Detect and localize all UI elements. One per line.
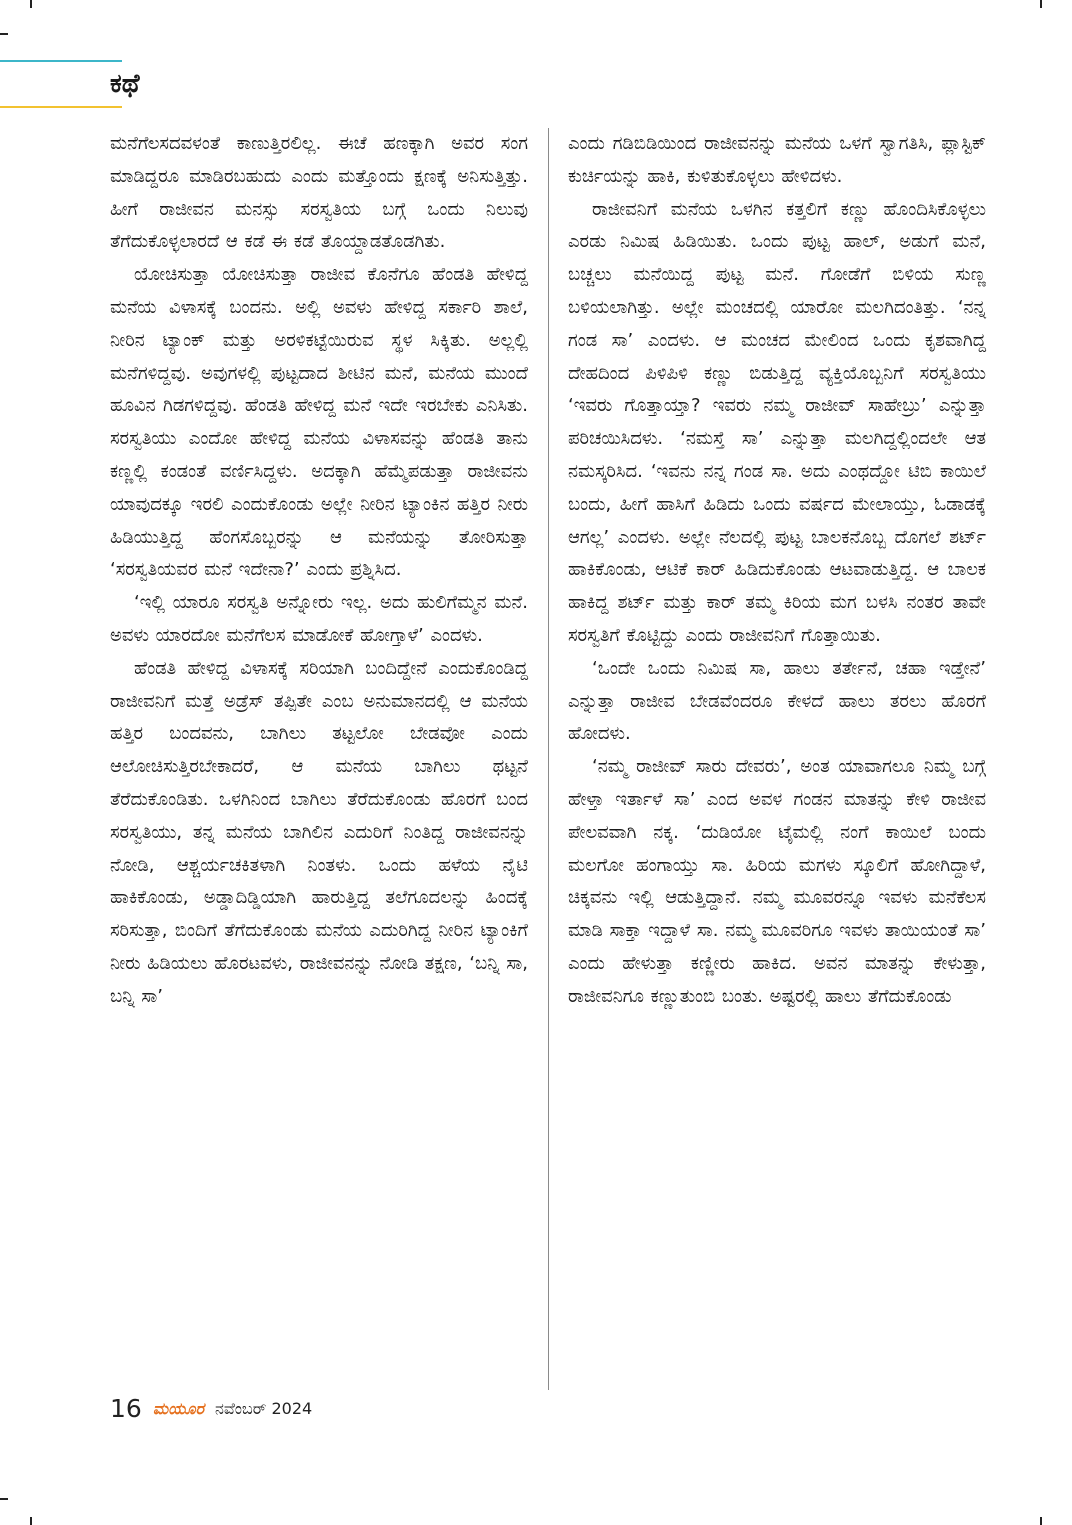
article-paragraph: ಎಂದು ಗಡಿಬಿಡಿಯಿಂದ ರಾಜೀವನನ್ನು ಮನೆಯ ಒಳಗೆ ಸ್ವಾಗತಿಸಿ, ಪ್ಲಾಸ್ಟಿಕ್ ಕುರ್ಚಿಯನ್ನು ಹಾಕಿ, ಕುಳಿತುಕೊಳ್ಳಲು ಹೇಳಿದಳು. — [568, 133, 986, 187]
magazine-logo: ಮಯೂರ — [152, 1398, 204, 1418]
crop-mark-bottom-left-side — [0, 1498, 8, 1500]
crop-mark-bottom-left — [30, 1517, 32, 1525]
issue-date: ನವೆಂಬರ್ 2024 — [215, 1398, 313, 1418]
header-accent-rule-bottom — [0, 106, 122, 108]
article-paragraph: ‘ನಮ್ಮ ರಾಜೀವ್ ಸಾರು ದೇವರು’, ಅಂತ ಯಾವಾಗಲೂ ನಿಮ್ಮ ಬಗ್ಗೆ ಹೇಳ್ತಾ ಇರ್ತಾಳೆ ಸಾ’ ಎಂದ ಅವಳ ಗಂಡನ ಮಾತನ್ನು ಕೇಳಿ ರಾಜೀವ ಪೇಲವವಾಗಿ ನಕ್ಕ. ‘ದುಡಿಯೋ ಟೈಮಲ್ಲಿ ನಂಗೆ ಕಾಯಿಲೆ ಬಂದು ಮಲಗೋ ಹಂಗಾಯ್ತು ಸಾ. ಹಿರಿಯ ಮಗಳು ಸ್ಕೂಲಿಗೆ ಹೋಗಿದ್ದಾಳೆ, ಚಿಕ್ಕವನು ಇಲ್ಲಿ ಆಡುತ್ತಿದ್ದಾನೆ. ನಮ್ಮ ಮೂವರನ್ನೂ ಇವಳು ಮನೆಕೆಲಸ ಮಾಡಿ ಸಾಕ್ತಾ ಇದ್ದಾಳೆ ಸಾ. ನಮ್ಮ ಮೂವರಿಗೂ ಇವಳು ತಾಯಿಯಂತೆ ಸಾ’ ಎಂದು ಹೇಳುತ್ತಾ ಕಣ್ಣೀರು ಹಾಕಿದ. ಅವನ ಮಾತನ್ನು ಕೇಳುತ್ತಾ, ರಾಜೀವನಿಗೂ ಕಣ್ಣುತುಂಬಿ ಬಂತು. ಅಷ್ಟರಲ್ಲಿ ಹಾಲು ತೆಗೆದುಕೊಂಡು — [568, 756, 986, 1007]
article-paragraph: ‘ಇಲ್ಲಿ ಯಾರೂ ಸರಸ್ವತಿ ಅನ್ನೋರು ಇಲ್ಲ. ಅದು ಹುಲಿಗೆಮ್ಮನ ಮನೆ. ಅವಳು ಯಾರದೋ ಮನೆಗೆಲಸ ಮಾಡೋಕೆ ಹೋಗ್ತಾಳೆ’ ಎಂದಳು. — [110, 592, 528, 646]
section-title: ಕಥೆ — [110, 69, 140, 99]
article-paragraph: ‘ಒಂದೇ ಒಂದು ನಿಮಿಷ ಸಾ, ಹಾಲು ತರ್ತೇನೆ, ಚಹಾ ಇಡ್ತೇನೆ’ ಎನ್ನುತ್ತಾ ರಾಜೀವ ಬೇಡವೆಂದರೂ ಕೇಳದೆ ಹಾಲು ತರಲು ಹೊರಗೆ ಹೋದಳು. — [568, 657, 986, 745]
crop-mark-top-left-side — [0, 33, 8, 35]
header-accent-rule-top — [0, 60, 122, 62]
article-paragraph: ಯೋಚಿಸುತ್ತಾ ಯೋಚಿಸುತ್ತಾ ರಾಜೀವ ಕೊನೆಗೂ ಹೆಂಡತಿ ಹೇಳಿದ್ದ ಮನೆಯ ವಿಳಾಸಕ್ಕೆ ಬಂದನು. ಅಲ್ಲಿ ಅವಳು ಹೇಳಿದ್ದ ಸರ್ಕಾರಿ ಶಾಲೆ, ನೀರಿನ ಟ್ಯಾಂಕ್ ಮತ್ತು ಅರಳಿಕಟ್ಟೆಯಿರುವ ಸ್ಥಳ ಸಿಕ್ಕಿತು. ಅಲ್ಲಲ್ಲಿ ಮನೆಗಳಿದ್ದವು. ಅವುಗಳಲ್ಲಿ ಪುಟ್ಟದಾದ ಶೀಟಿನ ಮನೆ, ಮನೆಯ ಮುಂದೆ ಹೂವಿನ ಗಿಡಗಳಿದ್ದವು. ಹೆಂಡತಿ ಹೇಳಿದ್ದ ಮನೆ ಇದೇ ಇರಬೇಕು ಎನಿಸಿತು. ಸರಸ್ವತಿಯು ಎಂದೋ ಹೇಳಿದ್ದ ಮನೆಯ ವಿಳಾಸವನ್ನು ಹೆಂಡತಿ ತಾನು ಕಣ್ಣಲ್ಲಿ ಕಂಡಂತೆ ವರ್ಣಿಸಿದ್ದಳು. ಅದಕ್ಕಾಗಿ ಹೆಮ್ಮೆಪಡುತ್ತಾ ರಾಜೀವನು ಯಾವುದಕ್ಕೂ ಇರಲಿ ಎಂದುಕೊಂಡು ಅಲ್ಲೇ ನೀರಿನ ಟ್ಯಾಂಕಿನ ಹತ್ತಿರ ನೀರು ಹಿಡಿಯುತ್ತಿದ್ದ ಹೆಂಗಸೊಬ್ಬರನ್ನು ಆ ಮನೆಯನ್ನು ತೋರಿಸುತ್ತಾ ‘ಸರಸ್ವತಿಯವರ ಮನೆ ಇದೇನಾ?’ ಎಂದು ಪ್ರಶ್ನಿಸಿದ. — [110, 264, 528, 581]
article-paragraph: ಮನೆಗೆಲಸದವಳಂತೆ ಕಾಣುತ್ತಿರಲಿಲ್ಲ. ಈಚೆ ಹಣಕ್ಕಾಗಿ ಅವರ ಸಂಗ ಮಾಡಿದ್ದರೂ ಮಾಡಿರಬಹುದು ಎಂದು ಮತ್ತೊಂದು ಕ್ಷಣಕ್ಕೆ ಅನಿಸುತ್ತಿತ್ತು. ಹೀಗೆ ರಾಜೀವನ ಮನಸ್ಸು ಸರಸ್ವತಿಯ ಬಗ್ಗೆ ಒಂದು ನಿಲುವು ತೆಗೆದುಕೊಳ್ಳಲಾರದೆ ಆ ಕಡೆ ಈ ಕಡೆ ತೊಯ್ದಾಡತೊಡಗಿತು. — [110, 133, 528, 253]
page-footer — [110, 1394, 312, 1428]
article-paragraph: ಹೆಂಡತಿ ಹೇಳಿದ್ದ ವಿಳಾಸಕ್ಕೆ ಸರಿಯಾಗಿ ಬಂದಿದ್ದೇನೆ ಎಂದುಕೊಂಡಿದ್ದ ರಾಜೀವನಿಗೆ ಮತ್ತೆ ಅಡ್ರೆಸ್ ತಪ್ಪಿತೇ ಎಂಬ ಅನುಮಾನದಲ್ಲಿ ಆ ಮನೆಯ ಹತ್ತಿರ ಬಂದವನು, ಬಾಗಿಲು ತಟ್ಟಲೋ ಬೇಡವೋ ಎಂದು ಆಲೋಚಿಸುತ್ತಿರಬೇಕಾದರೆ, ಆ ಮನೆಯ ಬಾಗಿಲು ಥಟ್ಟನೆ ತೆರೆದುಕೊಂಡಿತು. ಒಳಗಿನಿಂದ ಬಾಗಿಲು ತೆರೆದುಕೊಂಡು ಹೊರಗೆ ಬಂದ ಸರಸ್ವತಿಯು, ತನ್ನ ಮನೆಯ ಬಾಗಿಲಿನ ಎದುರಿಗೆ ನಿಂತಿದ್ದ ರಾಜೀವನನ್ನು ನೋಡಿ, ಆಶ್ಚರ್ಯಚಕಿತಳಾಗಿ ನಿಂತಳು. ಒಂದು ಹಳೆಯ ನೈಟಿ ಹಾಕಿಕೊಂಡು, ಅಡ್ಡಾದಿಡ್ಡಿಯಾಗಿ ಹಾರುತ್ತಿದ್ದ ತಲೆಗೂದಲನ್ನು ಹಿಂದಕ್ಕೆ ಸರಿಸುತ್ತಾ, ಬಿಂದಿಗೆ ತೆಗೆದುಕೊಂಡು ಮನೆಯ ಎದುರಿಗಿದ್ದ ನೀರಿನ ಟ್ಯಾಂಕಿಗೆ ನೀರು ಹಿಡಿಯಲು ಹೊರಟವಳು, ರಾಜೀವನನ್ನು ನೋಡಿ ತಕ್ಷಣ, ‘ಬನ್ನಿ ಸಾ, ಬನ್ನಿ ಸಾ’ — [110, 657, 528, 1007]
crop-mark-top-left — [30, 0, 32, 8]
page-number: 16 — [110, 1394, 142, 1423]
crop-mark-bottom-right — [1040, 1517, 1042, 1525]
article-column-right — [568, 128, 986, 1014]
article-column-left — [110, 128, 528, 1014]
column-divider — [548, 128, 549, 1390]
article-paragraph: ರಾಜೀವನಿಗೆ ಮನೆಯ ಒಳಗಿನ ಕತ್ತಲಿಗೆ ಕಣ್ಣು ಹೊಂದಿಸಿಕೊಳ್ಳಲು ಎರಡು ನಿಮಿಷ ಹಿಡಿಯಿತು. ಒಂದು ಪುಟ್ಟ ಹಾಲ್, ಅಡುಗೆ ಮನೆ, ಬಚ್ಚಲು ಮನೆಯಿದ್ದ ಪುಟ್ಟ ಮನೆ. ಗೋಡೆಗೆ ಬಿಳಿಯ ಸುಣ್ಣ ಬಳಿಯಲಾಗಿತ್ತು. ಅಲ್ಲೇ ಮಂಚದಲ್ಲಿ ಯಾರೋ ಮಲಗಿದಂತಿತ್ತು. ‘ನನ್ನ ಗಂಡ ಸಾ’ ಎಂದಳು. ಆ ಮಂಚದ ಮೇಲಿಂದ ಒಂದು ಕೃಶವಾಗಿದ್ದ ದೇಹದಿಂದ ಪಿಳಿಪಿಳಿ ಕಣ್ಣು ಬಿಡುತ್ತಿದ್ದ ವ್ಯಕ್ತಿಯೊಬ್ಬನಿಗೆ ಸರಸ್ವತಿಯು ‘ಇವರು ಗೊತ್ತಾಯ್ತಾ? ಇವರು ನಮ್ಮ ರಾಜೀವ್ ಸಾಹೇಬ್ರು’ ಎನ್ನುತ್ತಾ ಪರಿಚಯಿಸಿದಳು. ‘ನಮಸ್ತೆ ಸಾ’ ಎನ್ನುತ್ತಾ ಮಲಗಿದ್ದಲ್ಲಿಂದಲೇ ಆತ ನಮಸ್ಕರಿಸಿದ. ‘ಇವನು ನನ್ನ ಗಂಡ ಸಾ. ಅದು ಎಂಥದ್ದೋ ಟಿಬಿ ಕಾಯಿಲೆ ಬಂದು, ಹೀಗೆ ಹಾಸಿಗೆ ಹಿಡಿದು ಒಂದು ವರ್ಷದ ಮೇಲಾಯ್ತು, ಓಡಾಡಕ್ಕೆ ಆಗಲ್ಲ’ ಎಂದಳು. ಅಲ್ಲೇ ನೆಲದಲ್ಲಿ ಪುಟ್ಟ ಬಾಲಕನೊಬ್ಬ ದೊಗಲೆ ಶರ್ಟ್ ಹಾಕಿಕೊಂಡು, ಆಟಿಕೆ ಕಾರ್ ಹಿಡಿದುಕೊಂಡು ಆಟವಾಡುತ್ತಿದ್ದ. ಆ ಬಾಲಕ ಹಾಕಿದ್ದ ಶರ್ಟ್ ಮತ್ತು ಕಾರ್ ತಮ್ಮ ಕಿರಿಯ ಮಗ ಬಳಸಿ ನಂತರ ತಾವೇ ಸರಸ್ವತಿಗೆ ಕೊಟ್ಟಿದ್ದು ಎಂದು ರಾಜೀವನಿಗೆ ಗೊತ್ತಾಯಿತು. — [568, 198, 986, 646]
crop-mark-top-right — [1040, 0, 1042, 8]
